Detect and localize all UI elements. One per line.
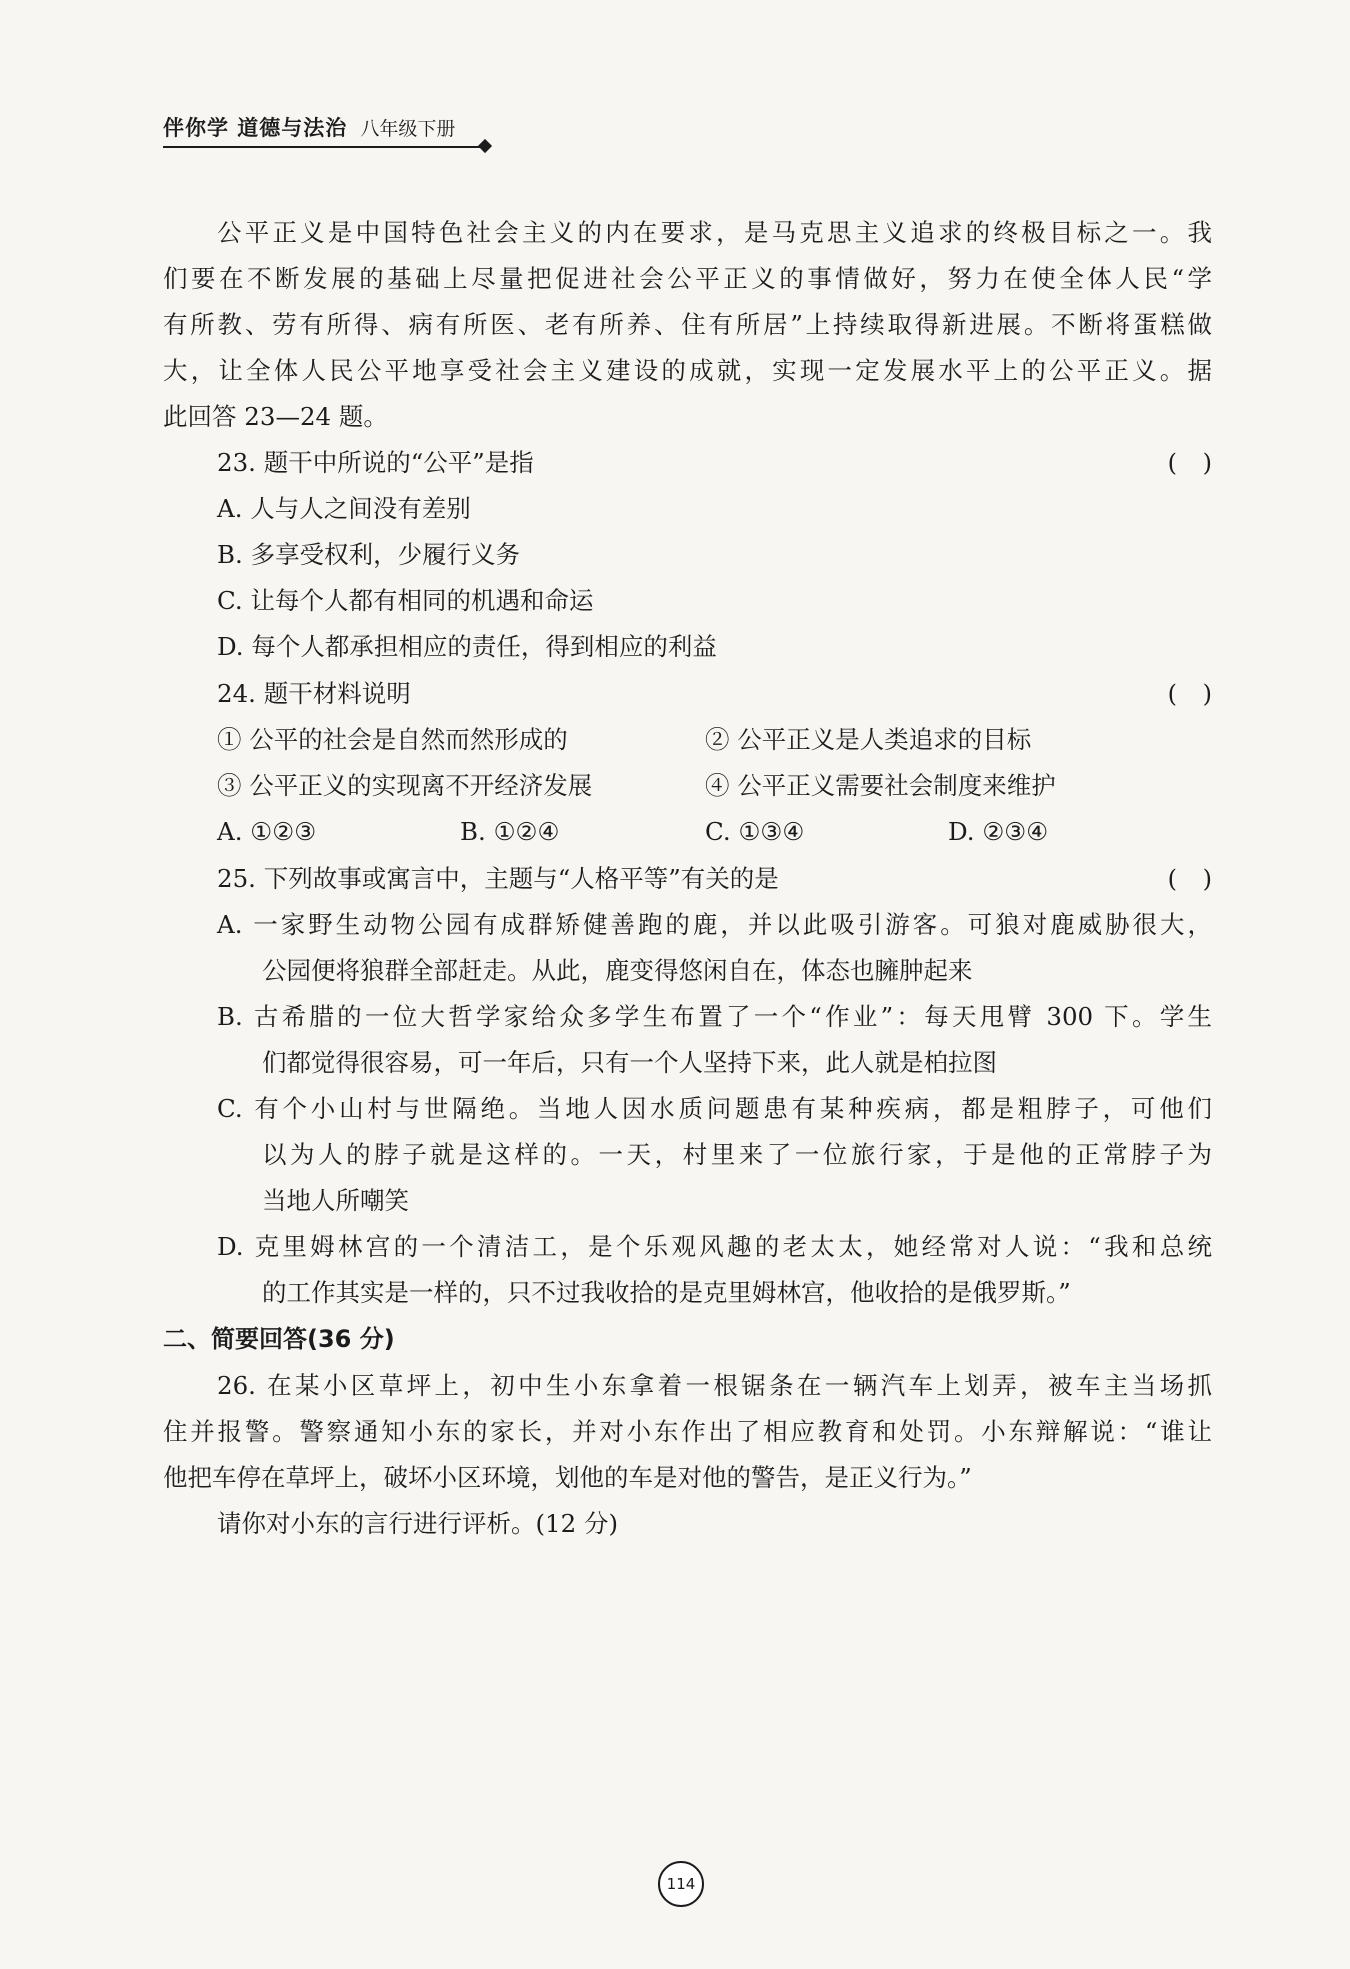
q23-option-a: A. 人与人之间没有差别 — [217, 494, 471, 523]
page-number-text: 114 — [666, 1875, 696, 1893]
intro-line: 公平正义是中国特色社会主义的内在要求，是马克思主义追求的终极目标之一。我 — [217, 218, 1212, 247]
q23-answer-blank[interactable]: ( ) — [1167, 449, 1212, 477]
q24-statement-2: ② 公平正义是人类追求的目标 — [705, 725, 1032, 754]
q24-stem: 24. 题干材料说明 — [217, 679, 411, 708]
q24-answer-blank[interactable]: ( ) — [1167, 680, 1212, 708]
page-number — [658, 1861, 704, 1907]
q23-option-c: C. 让每个人都有相同的机遇和命运 — [217, 586, 594, 615]
q25-option-d-line: D. 克里姆林宫的一个清洁工，是个乐观风趣的老太太，她经常对人说：“我和总统 — [217, 1232, 1212, 1261]
q26-prompt: 请你对小东的言行进行评析。(12 分) — [217, 1509, 619, 1538]
q25-option-a-line: 公园便将狼群全部赶走。从此，鹿变得悠闲自在，体态也臃肿起来 — [262, 956, 973, 985]
q25-stem: 25. 下列故事或寓言中，主题与“人格平等”有关的是 — [217, 864, 779, 893]
intro-line: 此回答 23—24 题。 — [163, 402, 388, 431]
q25-option-c-line: C. 有个小山村与世隔绝。当地人因水质问题患有某种疾病，都是粗脖子，可他们 — [217, 1094, 1212, 1123]
q25-option-c-line: 当地人所嘲笑 — [262, 1186, 409, 1215]
q25-option-b-line: B. 古希腊的一位大哲学家给众多学生布置了一个“作业”：每天甩臂 300 下。学生 — [217, 1002, 1212, 1031]
q26-line: 住并报警。警察通知小东的家长，并对小东作出了相应教育和处罚。小东辩解说：“谁让 — [163, 1417, 1212, 1446]
intro-line: 大，让全体人民公平地享受社会主义建设的成就，实现一定发展水平上的公平正义。据 — [163, 356, 1212, 385]
q24-option-a: A. ①②③ — [217, 817, 317, 846]
q25-option-a-line: A. 一家野生动物公园有成群矫健善跑的鹿，并以此吸引游客。可狼对鹿威胁很大， — [217, 910, 1212, 939]
q25-option-c-line: 以为人的脖子就是这样的。一天，村里来了一位旅行家，于是他的正常脖子为 — [262, 1140, 1212, 1169]
q25-option-d-line: 的工作其实是一样的，只不过我收拾的是克里姆林宫，他收拾的是俄罗斯。” — [262, 1278, 1071, 1307]
header-diamond-icon — [478, 139, 492, 153]
q23-option-d: D. 每个人都承担相应的责任，得到相应的利益 — [217, 632, 717, 661]
q24-option-b: B. ①②④ — [460, 817, 560, 846]
q24-statement-1: ① 公平的社会是自然而然形成的 — [217, 725, 568, 754]
q25-option-b-line: 们都觉得很容易，可一年后，只有一个人坚持下来，此人就是柏拉图 — [262, 1048, 997, 1077]
q24-option-d: D. ②③④ — [948, 817, 1049, 846]
intro-line: 有所教、劳有所得、病有所医、老有所养、住有所居”上持续取得新进展。不断将蛋糕做 — [163, 310, 1212, 339]
q25-answer-blank[interactable]: ( ) — [1167, 865, 1212, 893]
q24-statement-4: ④ 公平正义需要社会制度来维护 — [705, 771, 1056, 800]
intro-line: 们要在不断发展的基础上尽量把促进社会公平正义的事情做好，努力在使全体人民“学 — [163, 264, 1212, 293]
section-heading: 二、简要回答(36 分) — [163, 1325, 395, 1353]
q26-line: 他把车停在草坪上，破坏小区环境，划他的车是对他的警告，是正义行为。” — [163, 1463, 972, 1492]
running-header — [163, 112, 503, 152]
q26-line: 26. 在某小区草坪上，初中生小东拿着一根锯条在一辆汽车上划弄，被车主当场抓 — [217, 1371, 1212, 1400]
answer-area[interactable] — [163, 1560, 1212, 1840]
q23-option-b: B. 多享受权利，少履行义务 — [217, 540, 521, 569]
header-rule — [163, 146, 485, 148]
header-grade: 八年级下册 — [360, 118, 456, 140]
header-title: 伴你学 道德与法治 — [163, 116, 348, 140]
q24-statement-3: ③ 公平正义的实现离不开经济发展 — [217, 771, 593, 800]
q23-stem: 23. 题干中所说的“公平”是指 — [217, 448, 534, 477]
q24-option-c: C. ①③④ — [705, 817, 805, 846]
